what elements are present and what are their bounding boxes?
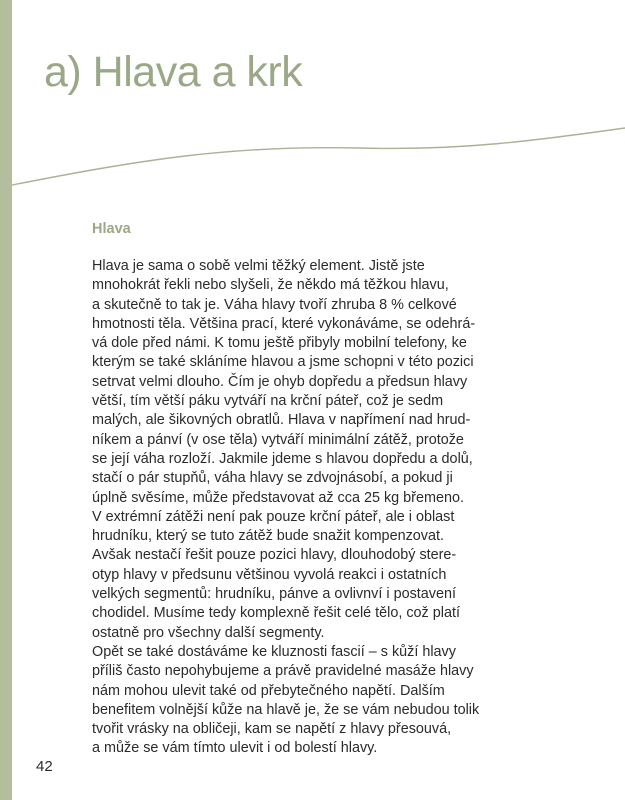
section-heading: Hlava: [92, 221, 131, 237]
body-text-line: chodidel. Musíme tedy komplexně řešit celé tělo, což platí: [92, 605, 460, 622]
body-text-line: úplně svěsíme, může představovat až cca 25 kg břemeno.: [92, 489, 464, 506]
body-text-line: příliš často nepohybujeme a právě pravidelné masáže hlavy: [92, 663, 474, 680]
body-text-line: setrvat velmi dlouho. Čím je ohyb dopředu a předsun hlavy: [92, 373, 468, 390]
body-text-line: kterým se také skláníme hlavou a jsme schopni v této pozici: [92, 354, 474, 371]
body-text-line: větší, tím větší páku vytváří na krční páteř, což je sedm: [92, 393, 444, 410]
page-number: 42: [36, 758, 53, 775]
body-text-line: vá dole před námi. K tomu ještě přibyly mobilní telefony, ke: [92, 335, 467, 352]
body-text: [92, 257, 492, 759]
body-text-line: a může se vám tímto ulevit i od bolestí hlavy.: [92, 740, 378, 757]
body-text-line: velkých segmentů: hrudníku, pánve a ovlivnví i postavení: [92, 586, 456, 603]
body-text-line: malých, ale šikovných obratlů. Hlava v napřímení nad hrud-: [92, 412, 471, 429]
body-text-line: se její váha rozloží. Jakmile jdeme s hlavou dopředu a dolů,: [92, 450, 473, 467]
body-text-line: níkem a pánví (v ose těla) vytváří minimální zátěž, protože: [92, 431, 464, 448]
decorative-curve: [0, 120, 625, 200]
body-text-line: mnohokrát řekli nebo slyšeli, že někdo má těžkou hlavu,: [92, 277, 449, 294]
body-text-line: nám mohou ulevit také od přebytečného napětí. Dalším: [92, 682, 445, 699]
body-text-line: hmotnosti těla. Většina prací, které vykonáváme, se odehrá-: [92, 315, 476, 332]
body-text-line: ostatně pro všechny další segmenty.: [92, 624, 325, 641]
chapter-title: a) Hlava a krk: [44, 48, 303, 96]
body-text-line: tvořit vrásky na obličeji, kam se napětí z hlavy přesouvá,: [92, 721, 452, 738]
body-text-line: Avšak nestačí řešit pouze pozici hlavy, dlouhodobý stere-: [92, 547, 457, 564]
body-text-line: V extrémní zátěži není pak pouze krční páteř, ale i oblast: [92, 508, 455, 525]
body-text-line: benefitem volnější kůže na hlavě je, že se vám nebudou tolik: [92, 701, 480, 718]
body-text-line: stačí o pár stupňů, váha hlavy se zdvojnásobí, a pokud ji: [92, 470, 453, 487]
body-text-line: hrudníku, který se tuto zátěž bude snažit kompenzovat.: [92, 528, 444, 545]
body-text-line: Hlava je sama o sobě velmi těžký element. Jistě jste: [92, 258, 425, 274]
body-text-line: a skutečně to tak je. Váha hlavy tvoří zhruba 8 % celkové: [92, 296, 457, 313]
body-text-line: otyp hlavy v předsunu většinou vyvolá reakci i ostatních: [92, 566, 447, 583]
body-text-line: Opět se také dostáváme ke kluznosti fascií – s kůží hlavy: [92, 643, 456, 660]
